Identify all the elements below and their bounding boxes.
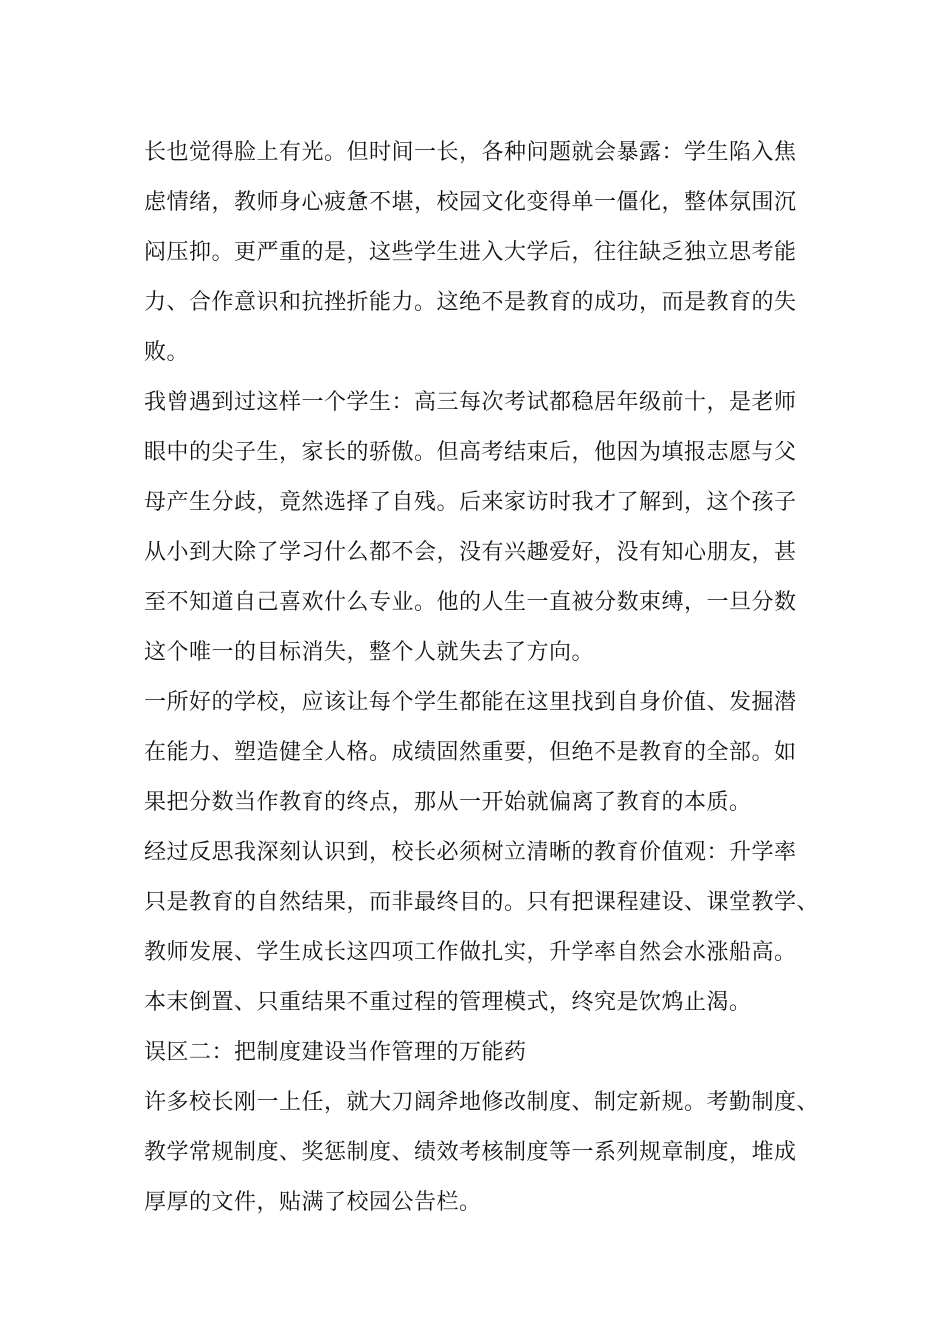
- text-line: 经过反思我深刻认识到，校长必须树立清晰的教育价值观：升学率: [144, 840, 797, 865]
- text-line: 教师发展、学生成长这四项工作做扎实，升学率自然会水涨船高。: [144, 940, 797, 965]
- text-line: 许多校长刚一上任，就大刀阔斧地修改制度、制定新规。考勤制度、: [144, 1090, 820, 1115]
- text-line: 败。: [144, 340, 190, 365]
- text-line: 在能力、塑造健全人格。成绩固然重要，但绝不是教育的全部。如: [144, 740, 797, 765]
- text-line: 眼中的尖子生，家长的骄傲。但高考结束后，他因为填报志愿与父: [144, 440, 797, 465]
- text-line: 这个唯一的目标消失，整个人就失去了方向。: [144, 640, 595, 665]
- text-line: 本末倒置、只重结果不重过程的管理模式，终究是饮鸩止渴。: [144, 990, 752, 1015]
- text-line: 至不知道自己喜欢什么专业。他的人生一直被分数束缚，一旦分数: [144, 590, 797, 615]
- text-line: 力、合作意识和抗挫折能力。这绝不是教育的成功，而是教育的失: [144, 290, 797, 315]
- text-line: 闷压抑。更严重的是，这些学生进入大学后，往往缺乏独立思考能: [144, 240, 797, 265]
- text-line: 厚厚的文件，贴满了校园公告栏。: [144, 1190, 482, 1215]
- text-line: 母产生分歧，竟然选择了自残。后来家访时我才了解到，这个孩子: [144, 490, 797, 515]
- text-line: 我曾遇到过这样一个学生：高三每次考试都稳居年级前十，是老师: [144, 390, 797, 415]
- text-line: 从小到大除了学习什么都不会，没有兴趣爱好，没有知心朋友，甚: [144, 540, 797, 565]
- document-body: [144, 128, 834, 1228]
- text-line: 长也觉得脸上有光。但时间一长，各种问题就会暴露：学生陷入焦: [144, 140, 797, 165]
- text-line: 教学常规制度、奖惩制度、绩效考核制度等一系列规章制度，堆成: [144, 1140, 797, 1165]
- text-line: 只是教育的自然结果，而非最终目的。只有把课程建设、课堂教学、: [144, 890, 820, 915]
- text-line: 虑情绪，教师身心疲惫不堪，校园文化变得单一僵化，整体氛围沉: [144, 190, 797, 215]
- section-heading: 误区二：把制度建设当作管理的万能药: [144, 1040, 527, 1065]
- text-line: 果把分数当作教育的终点，那从一开始就偏离了教育的本质。: [144, 790, 752, 815]
- text-line: 一所好的学校，应该让每个学生都能在这里找到自身价值、发掘潜: [144, 690, 797, 715]
